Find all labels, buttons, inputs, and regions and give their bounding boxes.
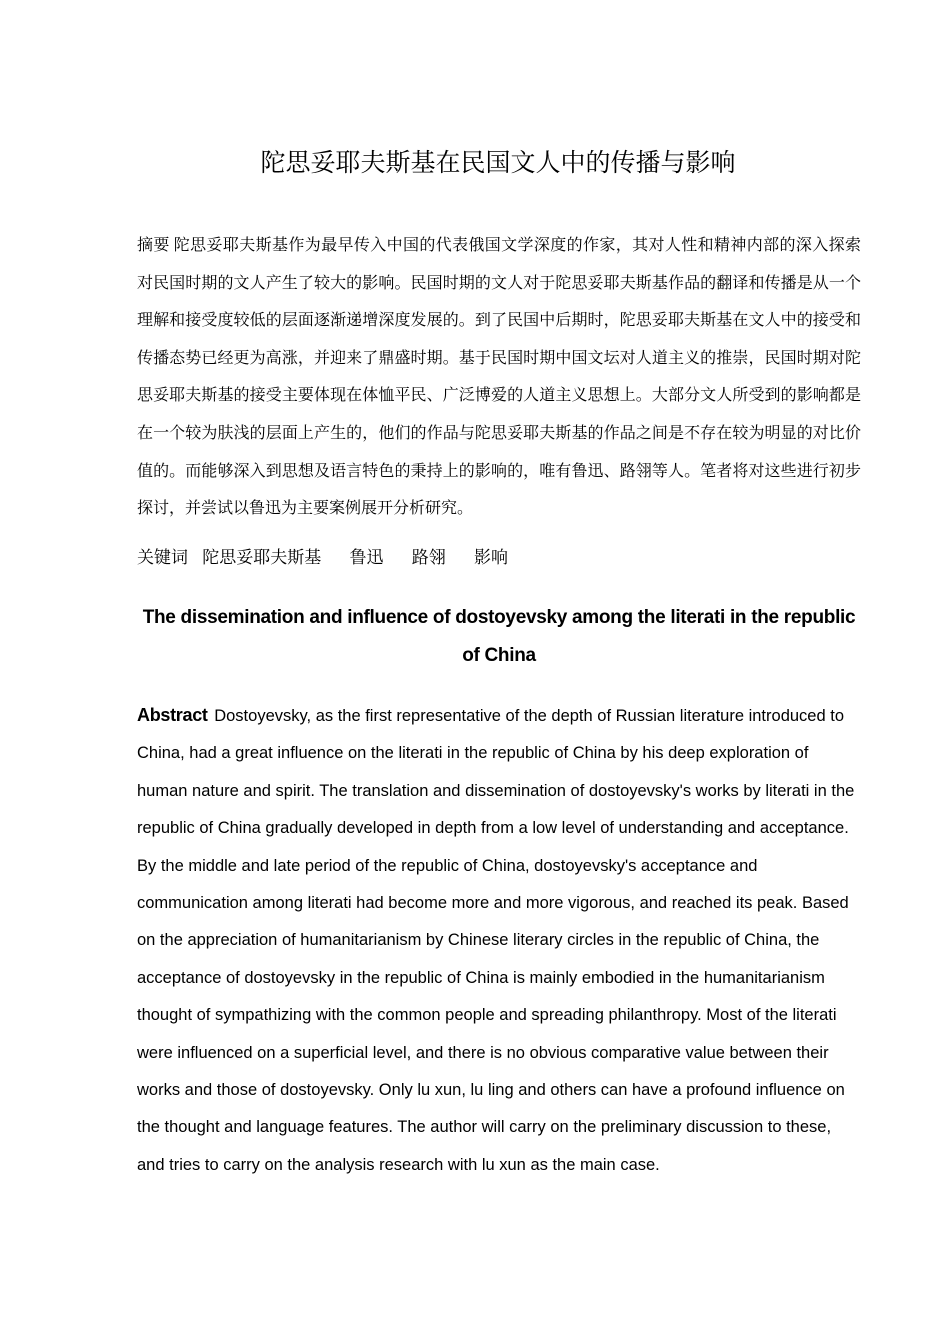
keyword: 路翎 [411, 548, 446, 568]
chinese-keywords-label: 关键词 [137, 548, 188, 568]
keyword: 鲁迅 [349, 548, 384, 568]
chinese-title: 陀思妥耶夫斯基在民国文人中的传播与影响 [260, 148, 736, 177]
keyword: 影响 [474, 548, 508, 568]
chinese-abstract [137, 226, 861, 527]
chinese-abstract-label: 摘要 [137, 235, 170, 254]
english-abstract [137, 697, 861, 1184]
chinese-keywords [137, 544, 861, 572]
chinese-abstract-text: 陀思妥耶夫斯基作为最早传入中国的代表俄国文学深度的作家，其对人性和精神内部的深入探索对民国时期的文人产生了较大的影响。民国时期的文人对于陀思妥耶夫斯基作品的翻译和传播是从一个理解和接受度较低的层面逐渐递增深度发展的。到了民国中后期时，陀思妥耶夫斯基在文人中的接受和传播态势已经更为高涨，并迎来了鼎盛时期。基于民国时期中国文坛对人道主义的推崇，民国时期对陀思妥耶夫斯基的接受主要体现在体恤平民、广泛博爱的人道主义思想上。大部分文人所受到的影响都是在一个较为肤浅的层面上产生的，他们的作品与陀思妥耶夫斯基的作品之间是不存在较为明显的对比价值的。而能够深入到思想及语言特色的秉持上的影响的，唯有鲁迅、路翎等人。笔者将对这些进行初步探讨，并尝试以鲁迅为主要案例展开分析研究。 [137, 235, 861, 518]
english-title: The dissemination and influence of dostoyevsky among the literati in the republic of China [142, 607, 856, 666]
english-abstract-label: Abstract [137, 705, 208, 725]
english-abstract-text: Dostoyevsky, as the first representative of the depth of Russian literature introduced to China, had a great influence on the literati in the republic of China by his deep exploration of human nature and spirit. The translation and dissemination of dostoyevsky's works by literati in the republic of China gradually developed in depth from a low level of understanding and acceptance. By the middle and late period of the republic of China, dostoyevsky's acceptance and communication among literati had become more and more vigorous, and reached its peak. Based on the appreciation of humanitarianism by Chinese literary circles in the republic of China, the acceptance of dostoyevsky in the republic of China is mainly embodied in the humanitarianism thought of sympathizing with the common people and spreading philanthropy. Most of the literati were influenced on a superficial level, and there is no obvious comparative value between their works and those of dostoyevsky. Only lu xun, lu ling and others can have a profound influence on the thought and language features. The author will carry on the preliminary discussion to these, and tries to carry on the analysis research with lu xun as the main case. [137, 707, 855, 1174]
keyword: 陀思妥耶夫斯基 [202, 548, 322, 568]
